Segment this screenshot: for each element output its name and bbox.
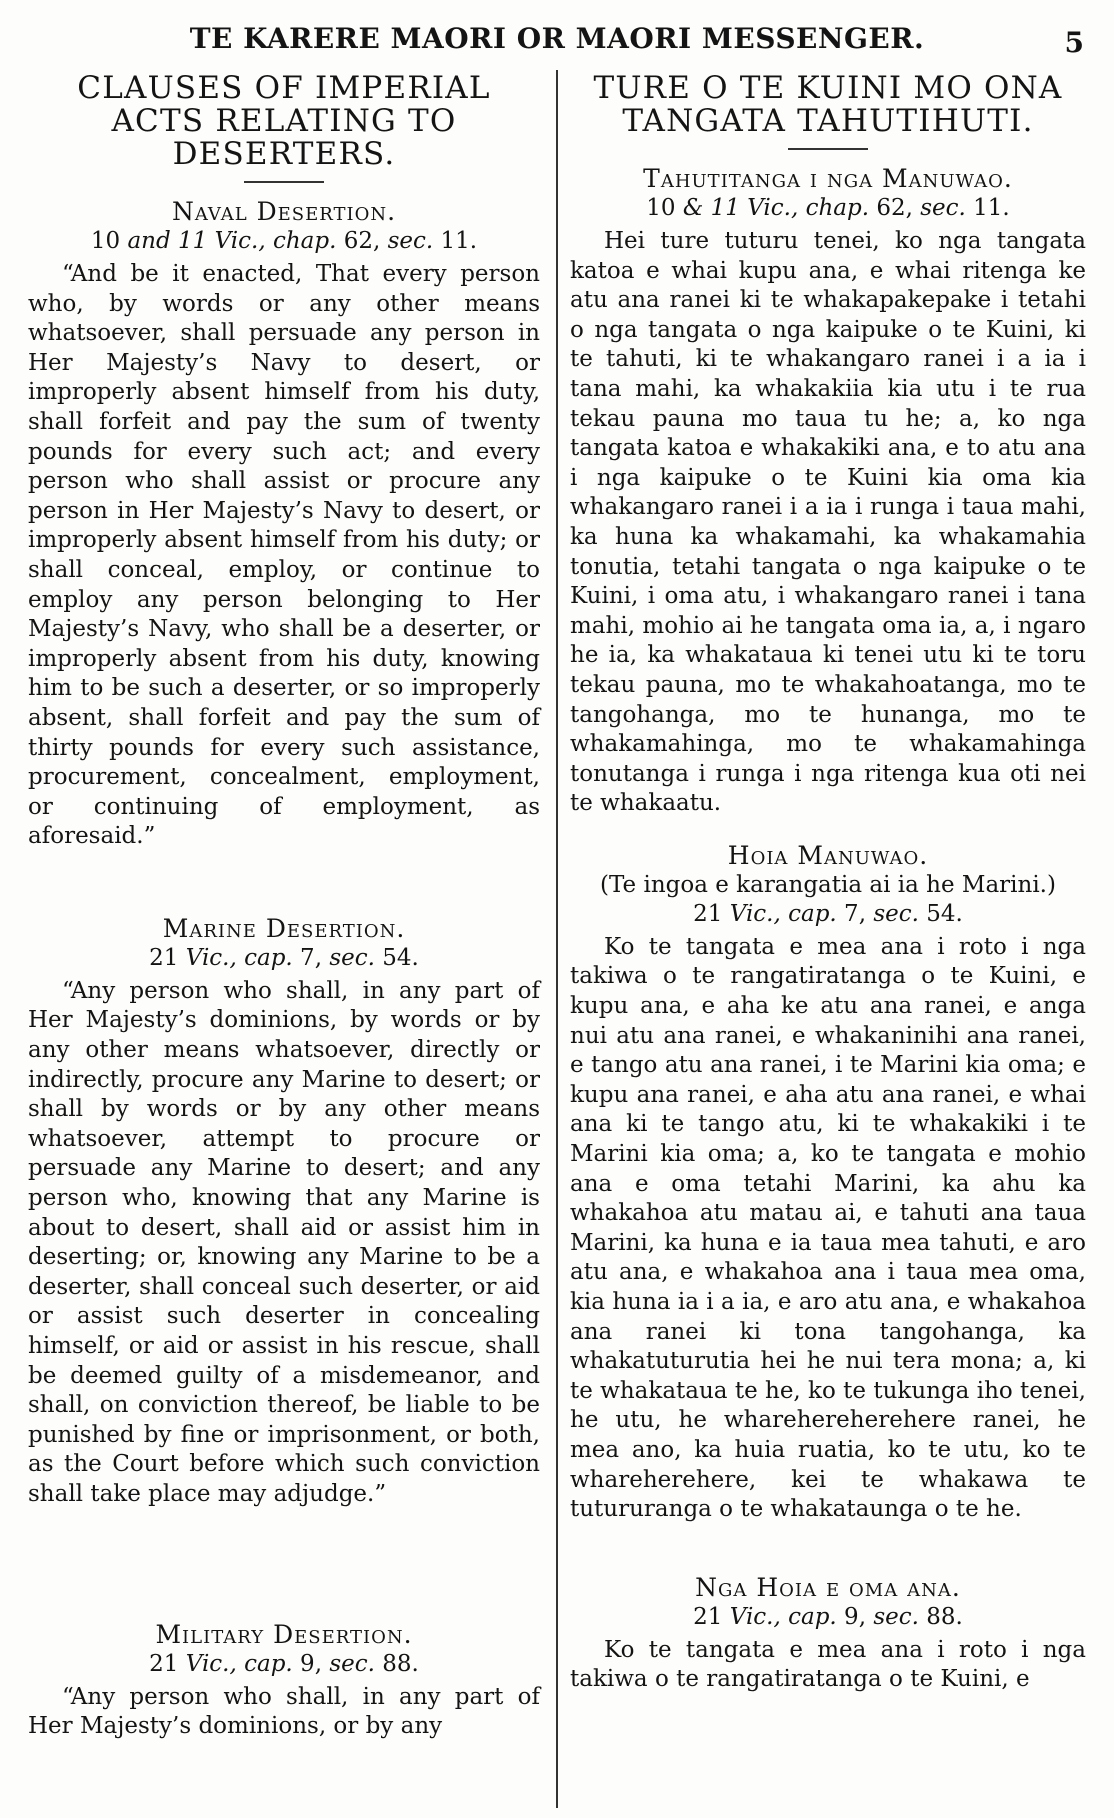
section-body: “Any person who shall, in any part of Her Majesty’s dominions, by words or by any other means whatsoever, directly or indirectly, procure any Marine to desert; or shall by words or by any other means whatsoever, attempt to procure or persuade any Marine to desert; and any person who, knowing that any Marine is about to desert, shall aid or assist him in deserting; or, knowing any Marine to be a deserter, shall conceal such deserter, or aid or assist such deserter in concealing himself, or aid or assist in his rescue, shall be deemed guilty of a misdemeanor, and shall, on conviction thereof, be liable to be punished by fine or imprisonment, or both, as the Court before which such conviction shall take place may adjudge.” — [28, 977, 540, 1507]
page-number: 5 — [1064, 26, 1084, 59]
maori-title: TURE O TE KUINI MO ONA TANGATA TAHUTIHUTI. — [593, 70, 1063, 139]
section-heading: Military Desertion. — [155, 1619, 413, 1649]
running-head: TE KARERE MAORI OR MAORI MESSENGER. — [189, 22, 925, 55]
military-desertion-section — [28, 1620, 540, 1742]
act-citation: 21 Vic., cap. 9, sec. 88. — [693, 1603, 963, 1630]
section-heading: Tahutitanga i nga Manuwao. — [643, 164, 1013, 193]
hoia-manuwao-section — [570, 841, 1086, 1525]
act-citation: 21 Vic., cap. 9, sec. 88. — [149, 1650, 419, 1677]
title-rule — [788, 148, 868, 150]
section-body: Ko te tangata e mea ana i roto i nga takiwa o te rangatiratanga o te Kuini, e — [570, 1636, 1086, 1693]
title-rule — [244, 181, 324, 183]
act-citation: 10 and 11 Vic., chap. 62, sec. 11. — [90, 228, 478, 254]
section-heading: Nga Hoia e oma ana. — [695, 1572, 961, 1602]
section-alias: (Te ingoa e karangatia ai ia he Marini.) — [600, 871, 1056, 898]
act-citation: 10 & 11 Vic., chap. 62, sec. 11. — [646, 195, 1010, 221]
section-body: “And be it enacted, That every person who, by words or any other means whatsoever, shall persuade any person in Her Majesty’s Navy to desert, or improperly absent himself from his duty, shall forfeit and pay the sum of twenty pounds for every such act; and every person who shall assist or procure any person in Her Majesty’s Navy to desert, or improperly absent himself from his duty; or shall conceal, employ, or continue to employ any person belonging to Her Majesty’s Navy, who shall be a deserter, or improperly absent from his duty, knowing him to be such a deserter, or so improperly absent, shall forfeit and pay the sum of thirty pounds for every such assistance, procurement, concealment, employment, or continuing of employment, as aforesaid.” — [28, 261, 540, 850]
section-heading: Marine Desertion. — [162, 913, 406, 943]
act-citation: 21 Vic., cap. 7, sec. 54. — [693, 900, 963, 927]
marine-desertion-section — [28, 914, 540, 1510]
section-body: Ko te tangata e mea ana i roto i nga takiwa o te rangatiratanga o te Kuini, e kupu ana, e aha ke atu ana ranei, e anga nui atu ana ranei, e whakaninihi ana ranei, e tango atu ana ranei, i te Marini kia oma; e kupu ana ranei, e aha atu ana ranei, e whai ana ki te tango atu, ki te whakakiki i te Marini kia oma; a, ko te tangata e mohio ana e oma tetahi Marini, ka ahu ka whakahoa atu matau ai, e tahuti ana taua Marini, ka huna e ia taua mea tahuti, e aro atu ana, e whakahoa ana i taua mea oma, kia huna ia i a ia, e aro atu ana, e whakahoa ana ranei ki tona tangohanga, ka whakatuturutia hei he nui tera mona; a, ki te whakataua te he, ko te tukunga iho tenei, he utu, he wharehereherehere ranei, he mea ano, ka huia ruatia, ko te utu, ko te whareherehere, kei te whakawa te tutururanga o te whakataunga o te he. — [570, 933, 1086, 1523]
nga-hoia-section — [570, 1573, 1086, 1695]
naval-desertion-section — [28, 197, 540, 852]
tahutitanga-section — [570, 164, 1086, 819]
english-title: CLAUSES OF IMPERIAL ACTS RELATING TO DESERTERS. — [77, 70, 491, 172]
section-body: “Any person who shall, in any part of Her Majesty’s dominions, or by any — [28, 1683, 540, 1740]
section-heading: Hoia Manuwao. — [727, 840, 929, 870]
section-body: Hei ture tuturu tenei, ko nga tangata katoa e whai kupu ana, e whai ritenga ke atu ana ranei ki te whakapakepake i tetahi o nga tangata o nga kaipuke o te Kuini, ki te tahuti, ki te whakangaro ranei i a ia i tana mahi, ka whakakiia kia utu i te rua tekau pauna mo taua tu he; a, ko nga tangata katoa e whakakiki ana, e to atu ana i nga kaipuke o te Kuini kia oma kia whakangaro ranei i a ia i runga i taua mahi, ka huna ka whakamahi, ka whakamahia tonutia, tetahi tangata o nga kaipuke o te Kuini, i oma atu, i whakangaro ranei i tana mahi, mohio ai he tangata oma ia, a, i ngaro he ia, ka whakataua ki tenei utu ki te toru tekau pauna, mo te whakahoatanga, mo te tangohanga, mo te hunanga, mo te whakamahinga, mo te whakamahinga tonutanga i runga i nga ritenga kua oti nei te whakaatu. — [570, 228, 1086, 817]
section-heading: Naval Desertion. — [171, 197, 397, 226]
maori-column — [570, 72, 1086, 1695]
english-column — [28, 72, 540, 1742]
column-divider — [556, 70, 558, 1808]
act-citation: 21 Vic., cap. 7, sec. 54. — [149, 944, 419, 971]
